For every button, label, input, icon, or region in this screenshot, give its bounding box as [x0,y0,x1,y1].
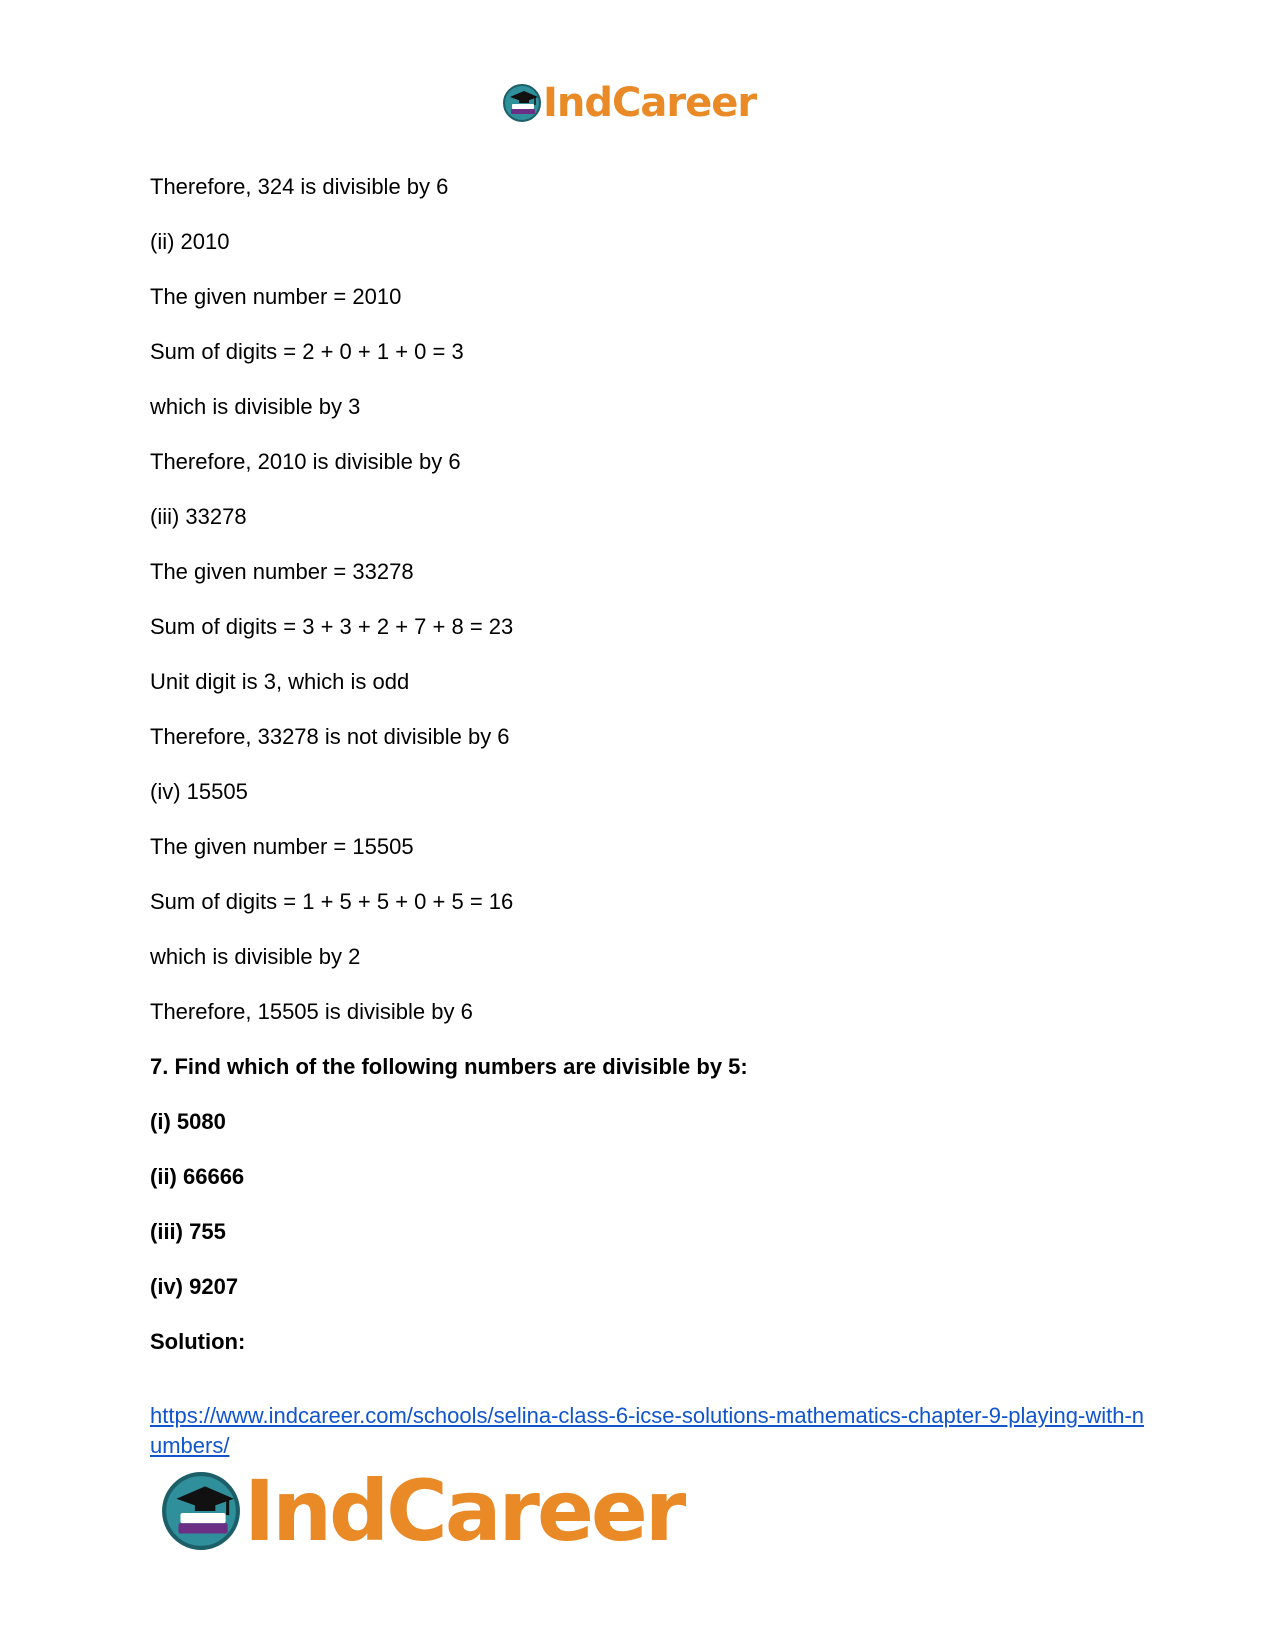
solution-line: Therefore, 33278 is not divisible by 6 [150,724,510,749]
solution-line: (ii) 2010 [150,229,230,254]
solution-line: Sum of digits = 2 + 0 + 1 + 0 = 3 [150,339,464,364]
question-line: 7. Find which of the following numbers are divisible by 5: [150,1054,748,1079]
question-line: (i) 5080 [150,1109,226,1134]
solution-line: Therefore, 15505 is divisible by 6 [150,999,473,1024]
graduation-cap-books-icon [160,1470,242,1552]
solution-line: (iii) 33278 [150,504,247,529]
footer-logo [160,1462,684,1560]
question-line: (iv) 9207 [150,1274,239,1299]
footer-logo-text: IndCareer [244,1462,684,1560]
graduation-cap-books-icon [502,83,542,123]
header-logo-text: IndCareer [543,80,757,126]
solution-line: which is divisible by 3 [150,394,361,419]
solution-line: The given number = 33278 [150,559,414,584]
solution-line: Sum of digits = 1 + 5 + 5 + 0 + 5 = 16 [150,889,514,914]
header-logo [502,80,756,126]
solution-line: The given number = 15505 [150,834,414,859]
question-line: (iii) 755 [150,1219,226,1244]
solution-line: Sum of digits = 3 + 3 + 2 + 7 + 8 = 23 [150,614,514,639]
solution-line: which is divisible by 2 [150,944,361,969]
question-line: Solution: [150,1329,246,1354]
solution-line: Therefore, 324 is divisible by 6 [150,174,449,199]
document-body [150,174,1150,1384]
solution-line: Unit digit is 3, which is odd [150,669,410,694]
solution-line: (iv) 15505 [150,779,248,804]
solution-line: The given number = 2010 [150,284,402,309]
source-link[interactable]: https://www.indcareer.com/schools/selina-class-6-icse-solutions-mathematics-chapter-9-playing-with-numbers/ [150,1403,1145,1458]
solution-line: Therefore, 2010 is divisible by 6 [150,449,461,474]
question-line: (ii) 66666 [150,1164,245,1189]
